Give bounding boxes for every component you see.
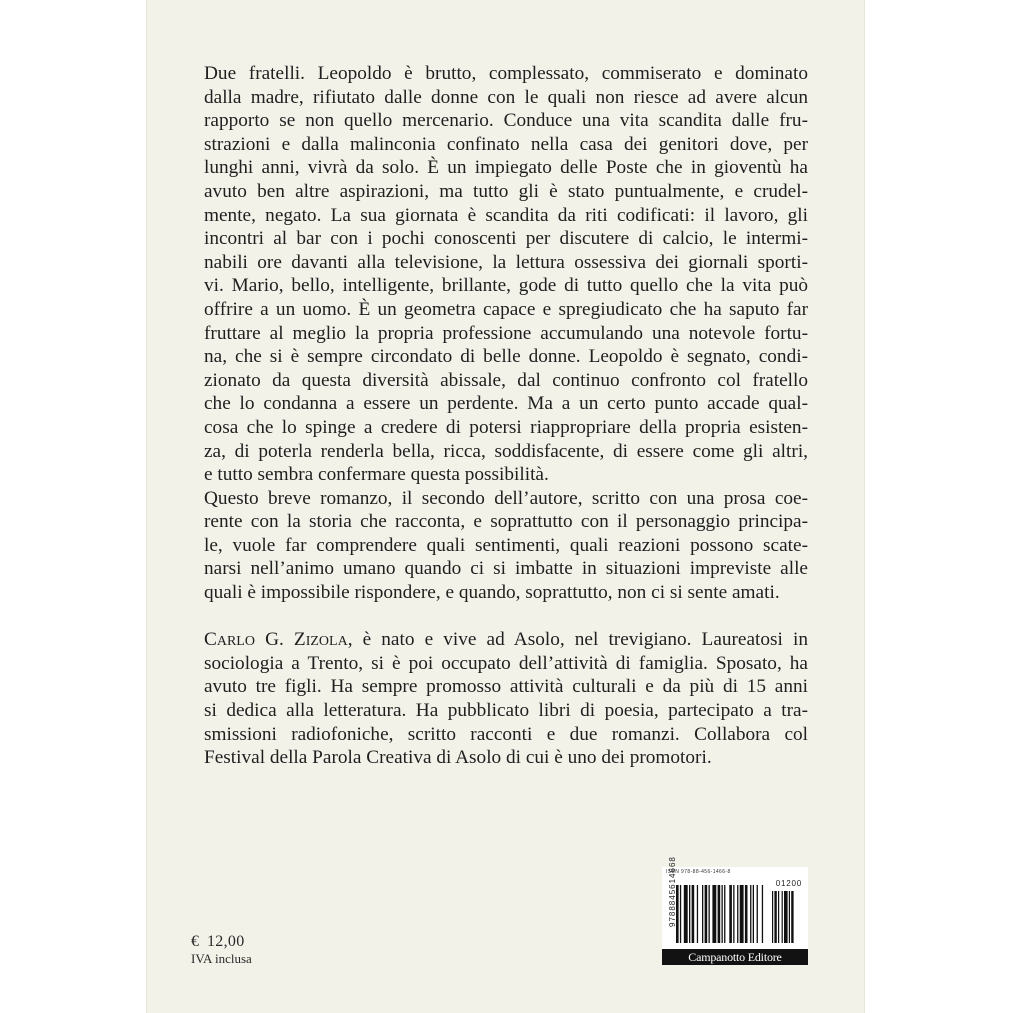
- bio-line: Festival della Parola Creativa di Asolo di cui è uno dei promotori.: [204, 747, 712, 769]
- barcode-bar: [718, 885, 721, 943]
- barcode-bar: [705, 885, 708, 943]
- synopsis-line: strazioni e dalla malinconia confinato nella casa dei genitori dove, per: [204, 133, 808, 155]
- barcode-bar: [684, 885, 688, 943]
- barcode-bars: [664, 877, 806, 947]
- synopsis-line: za, di poterla renderla bella, ricca, soddisfacente, di essere come gli altri,: [204, 440, 808, 462]
- barcode-label: [662, 856, 808, 966]
- synopsis-line: fruttare al meglio la propria professione accumulando una notevole fortu-: [204, 322, 808, 344]
- synopsis-line: nabili ore davanti alla televisione, la lettura ossessiva dei giornali sporti-: [204, 251, 808, 273]
- synopsis-line: mente, negato. La sua giornata è scandita da riti codificati: il lavoro, gli: [204, 204, 808, 226]
- synopsis-line: le, vuole far comprendere quali sentimenti, quali reazioni possono scate-: [204, 534, 808, 556]
- bio-line: si dedica alla letteratura. Ha pubblicato libri di poesia, partecipato a tra-: [204, 700, 808, 722]
- barcode-bar: [789, 891, 790, 943]
- synopsis-line: dalla madre, rifiutato dalle donne con le quali non riesce ad avere alcun: [204, 86, 808, 108]
- barcode-bar: [791, 891, 793, 943]
- ean-digits: 9788845614668: [668, 856, 677, 927]
- synopsis-line: e tutto sembra confermare questa possibilità.: [204, 464, 549, 486]
- synopsis-line: che lo condanna a essere un perdente. Ma a un certo punto accade qual-: [204, 393, 808, 415]
- synopsis-line: vi. Mario, bello, intelligente, brillante, gode di tutto quello che la vita può: [204, 275, 808, 297]
- bio-line: smissioni radiofoniche, scritto racconti e due romanzi. Collabora col: [204, 723, 808, 745]
- barcode-bar: [712, 885, 716, 943]
- synopsis-line: rapporto se non quello mercenario. Conduce una vita scandita dalle fru-: [204, 110, 808, 132]
- barcode-bar: [778, 891, 779, 943]
- barcode-bar: [733, 885, 734, 943]
- barcode-bar: [724, 885, 725, 943]
- barcode-bar: [722, 885, 723, 943]
- synopsis-line: zionato da questa diversità abissale, dal continuo confronto col fratello: [204, 369, 808, 391]
- vat-note: IVA inclusa: [191, 951, 252, 966]
- author-bio: [204, 628, 808, 770]
- bio-line: sociologia a Trento, si è poi occupato dell’attività di famiglia. Sposato, ha: [204, 652, 808, 674]
- barcode-bar: [784, 891, 788, 943]
- isbn-text: ISBN 978-88-456-1466-8: [666, 869, 731, 875]
- bio-line: [204, 628, 808, 652]
- barcode-bar: [774, 891, 776, 943]
- barcode-bar: [689, 885, 690, 943]
- barcode-bar: [757, 885, 758, 943]
- synopsis-paragraphs: [204, 62, 808, 605]
- bio-lines: [204, 652, 808, 770]
- synopsis-line: rente con la storia che racconta, e soprattutto con il personaggio principa-: [204, 511, 808, 533]
- barcode-bar: [737, 885, 738, 943]
- price-amount: 12,00: [207, 933, 245, 950]
- synopsis-line: Questo breve romanzo, il secondo dell’autore, scritto con una prosa coe-: [204, 487, 808, 509]
- barcode-bar: [680, 885, 681, 943]
- synopsis-line: narsi nell’animo umano quando ci si imbatte in situazioni impreviste alle: [204, 558, 808, 580]
- barcode-bar: [709, 885, 710, 943]
- currency-symbol: €: [191, 933, 199, 950]
- barcode-bar: [750, 885, 751, 943]
- barcode-bar: [762, 885, 763, 943]
- barcode-bar: [782, 891, 783, 943]
- barcode-bar: [702, 885, 703, 943]
- barcode-bar: [745, 885, 748, 943]
- price-code: 01200: [775, 879, 802, 888]
- synopsis-text: [204, 62, 808, 770]
- barcode-bar: [697, 885, 698, 943]
- barcode-bar: [692, 885, 695, 943]
- price-label: [191, 933, 252, 967]
- synopsis-line: na, che si è sempre circondato di belle donne. Leopoldo è segnato, condi-: [204, 346, 808, 368]
- synopsis-line: lunghi anni, vivrà da solo. È un impiegato delle Poste che in gioventù ha: [204, 157, 808, 179]
- barcode-bar: [740, 885, 744, 943]
- synopsis-line: cosa che lo spinge a credere di potersi riappropriare della propria esisten-: [204, 416, 808, 438]
- bio-first-line-rest: , è nato e vive ad Asolo, nel trevigiano. Laureatosi in: [347, 629, 809, 651]
- barcode-bar: [753, 885, 754, 943]
- author-name: Carlo G. Zizola: [204, 629, 348, 651]
- barcode-bar: [729, 885, 732, 943]
- synopsis-line: offrire a un uomo. È un geometra capace e spregiudicato che ha saputo far: [204, 298, 808, 320]
- bio-line: avuto tre figli. Ha sempre promosso attività culturali e da più di 15 anni: [204, 676, 808, 698]
- book-back-cover: [146, 0, 865, 1013]
- synopsis-line: quali è impossibile rispondere, e quando, soprattutto, non ci si sente amati.: [204, 582, 780, 604]
- synopsis-line: Due fratelli. Leopoldo è brutto, complessato, commiserato e dominato: [204, 63, 808, 84]
- synopsis-line: avuto ben altre aspirazioni, ma tutto gli è stato puntualmente, e crudel-: [204, 180, 808, 202]
- publisher-name: Campanotto Editore: [662, 949, 808, 965]
- synopsis-line: incontri al bar con i pochi conoscenti per discutere di calcio, le intermi-: [204, 228, 808, 250]
- barcode-bar: [772, 891, 773, 943]
- price-line: [191, 933, 252, 950]
